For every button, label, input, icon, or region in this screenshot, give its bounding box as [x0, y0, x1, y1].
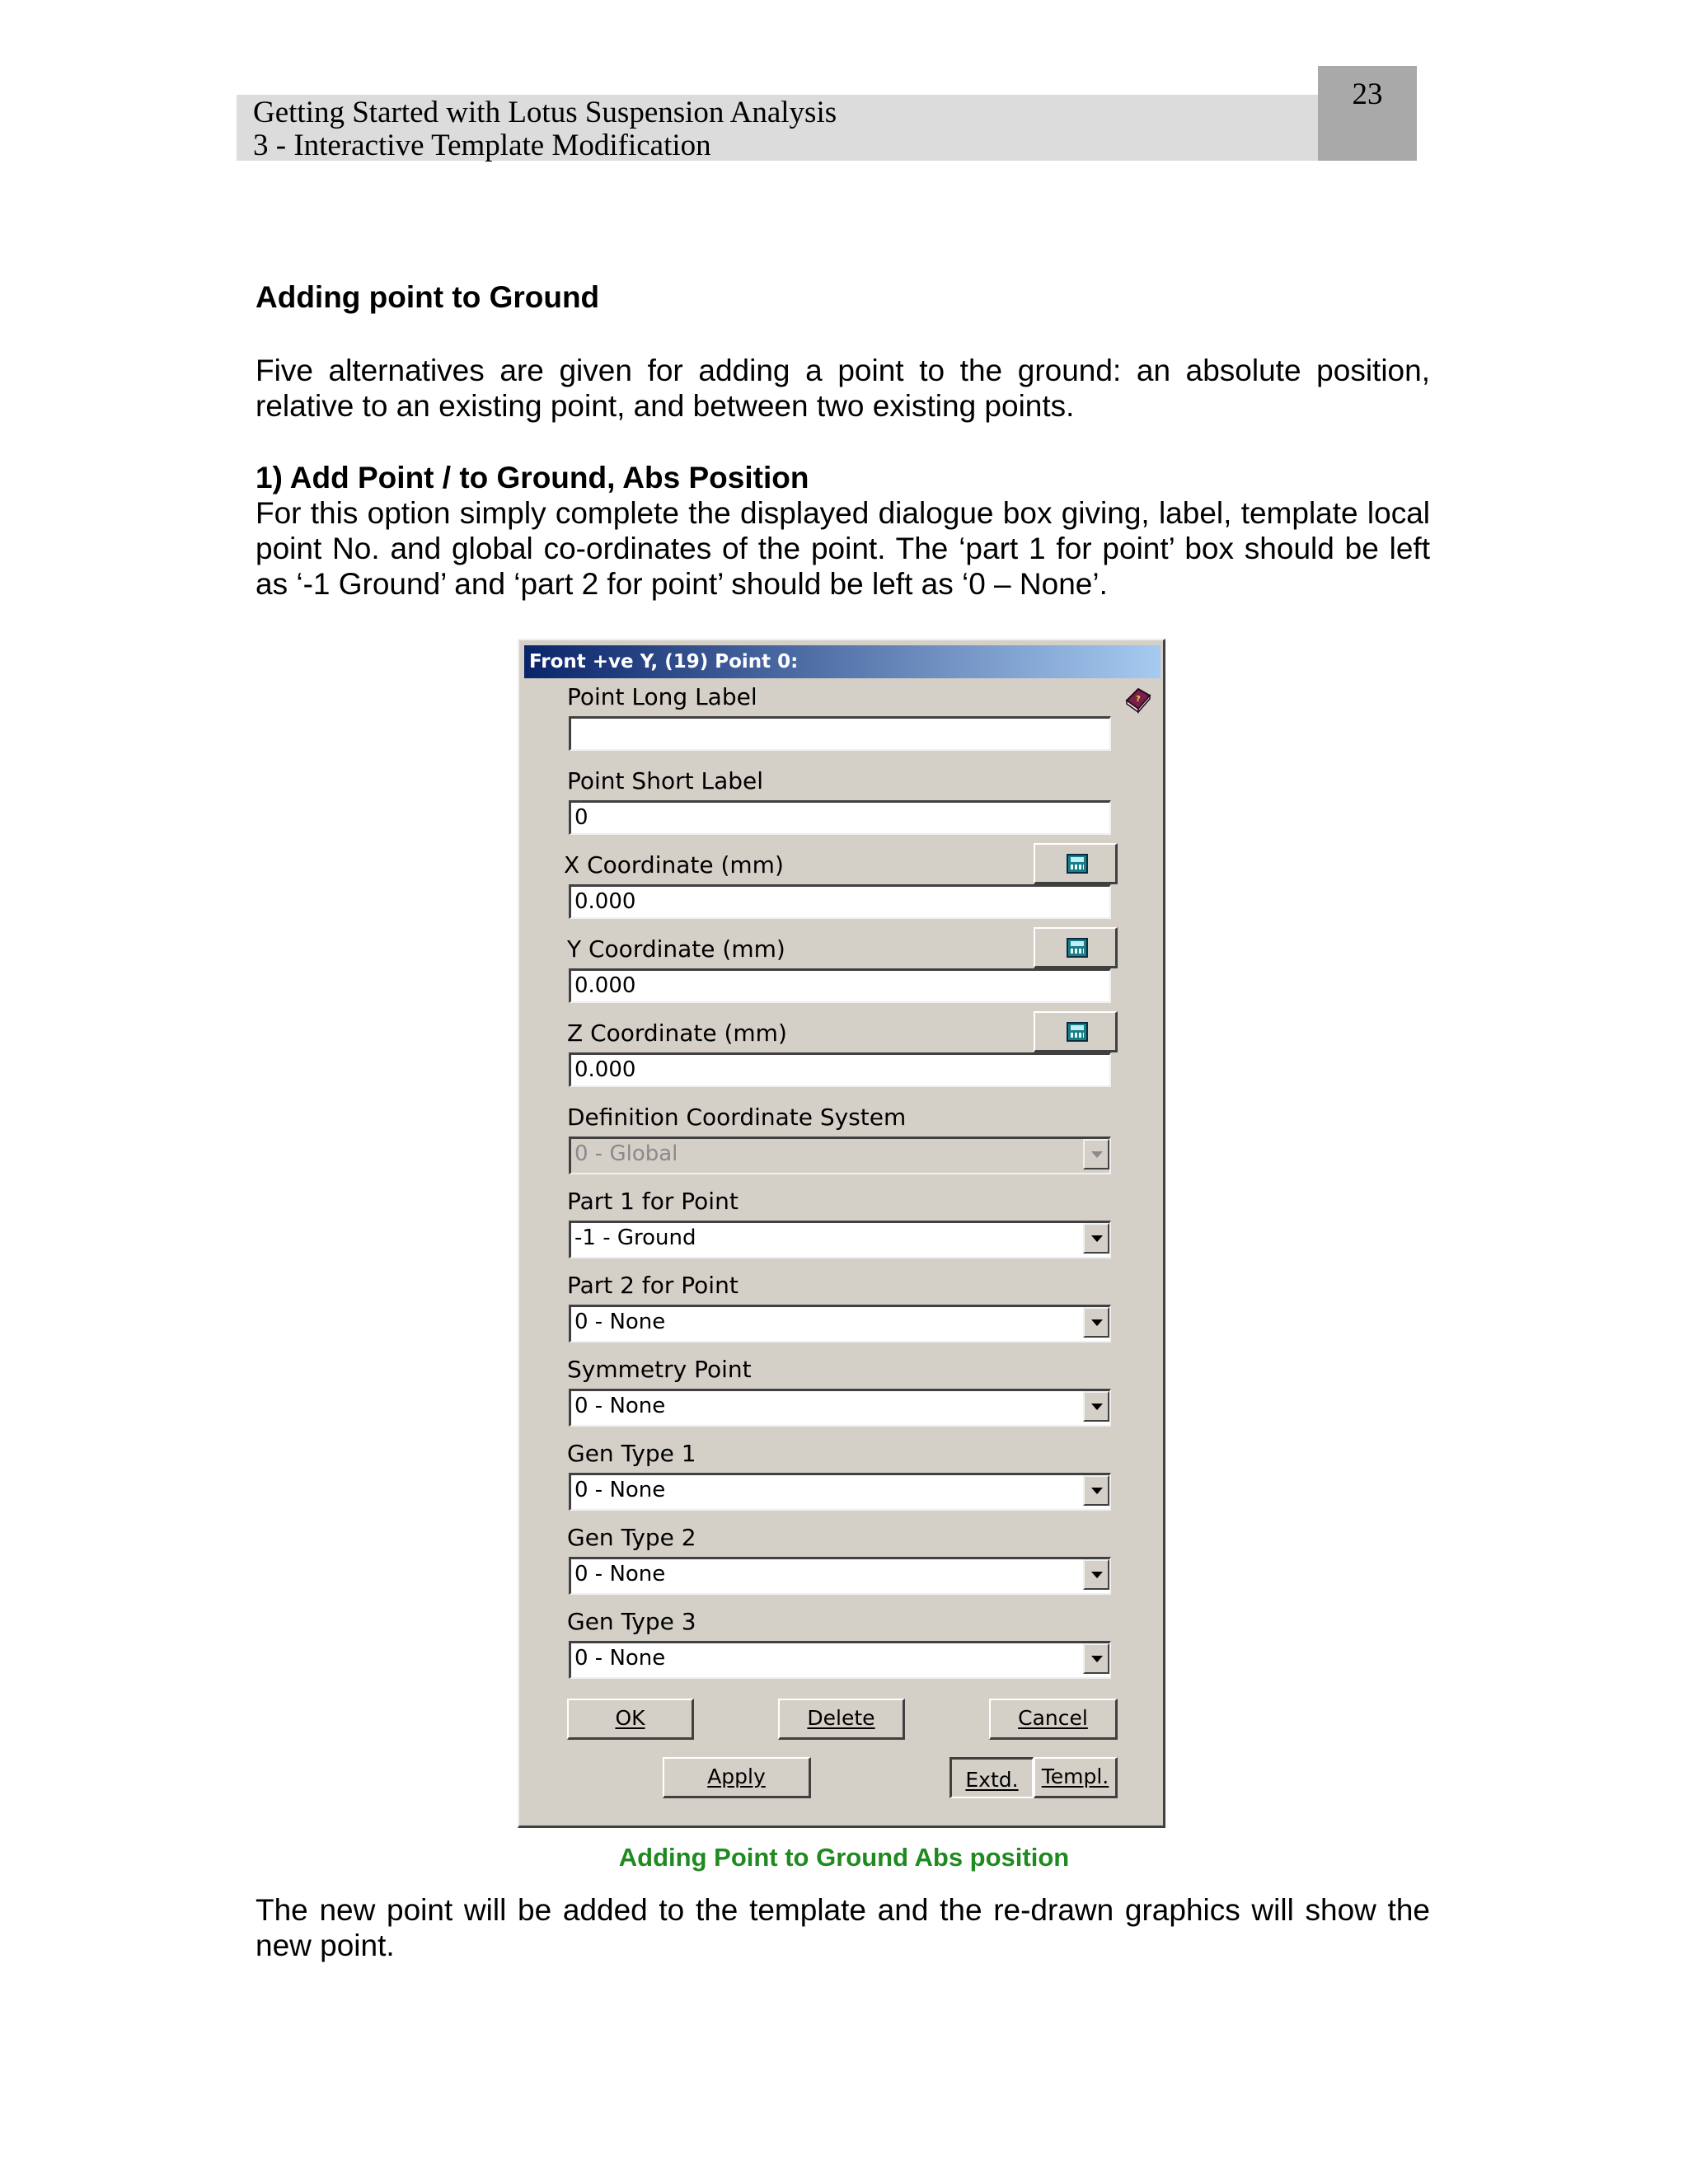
- calculator-icon: [1067, 854, 1088, 874]
- y-coordinate-label: Y Coordinate (mm): [567, 935, 785, 963]
- part2-label: Part 2 for Point: [567, 1272, 738, 1299]
- long-label-label: Point Long Label: [567, 683, 757, 710]
- z-calculator-button[interactable]: [1034, 1011, 1118, 1052]
- short-label-input[interactable]: 0: [569, 800, 1111, 835]
- symmetry-select[interactable]: [569, 1389, 1111, 1427]
- short-label-label: Point Short Label: [567, 767, 763, 794]
- page-header: [237, 95, 1318, 161]
- figure-caption: Adding Point to Ground Abs position: [618, 1843, 1070, 1872]
- delete-button[interactable]: Delete: [778, 1699, 905, 1740]
- calculator-icon: [1067, 938, 1088, 958]
- chevron-down-icon[interactable]: [1083, 1643, 1109, 1674]
- y-calculator-button[interactable]: [1034, 927, 1118, 968]
- chevron-down-icon[interactable]: [1083, 1475, 1109, 1506]
- page-number: 23: [1318, 66, 1417, 161]
- part1-value: -1 - Ground: [574, 1226, 696, 1250]
- x-calculator-button[interactable]: [1034, 843, 1118, 884]
- gen-type1-label: Gen Type 1: [567, 1440, 696, 1467]
- chevron-down-icon[interactable]: [1083, 1223, 1109, 1254]
- symmetry-label: Symmetry Point: [567, 1356, 752, 1383]
- y-coordinate-input[interactable]: 0.000: [569, 968, 1111, 1003]
- section-heading: Adding point to Ground: [256, 280, 600, 314]
- z-coordinate-label: Z Coordinate (mm): [567, 1019, 787, 1047]
- apply-button[interactable]: Apply: [663, 1757, 811, 1798]
- subsection-body: For this option simply complete the displayed dialogue box giving, label, template local point No. and global co-ordinates of the point. The ‘part 1 for point’ box should be left as ‘-1 Ground’ and ‘part 2 for point’ should be left as ‘0 – None’.: [256, 496, 1430, 601]
- extd-button[interactable]: Extd.: [950, 1757, 1034, 1798]
- intro-paragraph: Five alternatives are given for adding a point to the ground: an absolute position, relative to an existing point, and between two existing points.: [256, 354, 1430, 423]
- gen-type2-value: 0 - None: [574, 1562, 666, 1586]
- part2-value: 0 - None: [574, 1310, 666, 1334]
- cancel-button[interactable]: Cancel: [989, 1699, 1118, 1740]
- chevron-down-icon[interactable]: [1083, 1307, 1109, 1338]
- part1-label: Part 1 for Point: [567, 1188, 738, 1215]
- gen-type1-select[interactable]: [569, 1473, 1111, 1511]
- gen-type2-select[interactable]: [569, 1557, 1111, 1595]
- def-coord-system-value: 0 - Global: [574, 1141, 678, 1166]
- point-dialog: [518, 639, 1165, 1828]
- long-label-input[interactable]: [569, 716, 1111, 751]
- part1-select[interactable]: [569, 1221, 1111, 1258]
- dialog-titlebar[interactable]: Front +ve Y, (19) Point 0:: [524, 645, 1160, 678]
- part2-select[interactable]: [569, 1305, 1111, 1343]
- def-coord-system-select: [569, 1137, 1111, 1174]
- closing-paragraph: The new point will be added to the template and the re-drawn graphics will show the new point.: [256, 1893, 1430, 1962]
- chevron-down-icon[interactable]: [1083, 1559, 1109, 1590]
- x-coordinate-label: X Coordinate (mm): [564, 851, 784, 879]
- chevron-down-icon: [1083, 1139, 1109, 1169]
- gen-type1-value: 0 - None: [574, 1478, 666, 1502]
- header-title: Getting Started with Lotus Suspension Analysis: [253, 96, 837, 129]
- svg-text:?: ?: [1136, 695, 1141, 704]
- gen-type2-label: Gen Type 2: [567, 1524, 696, 1551]
- calculator-icon: [1067, 1022, 1088, 1042]
- chevron-down-icon[interactable]: [1083, 1391, 1109, 1422]
- gen-type3-select[interactable]: [569, 1641, 1111, 1679]
- header-subtitle: 3 - Interactive Template Modification: [253, 129, 711, 162]
- templ-button[interactable]: Templ.: [1034, 1757, 1118, 1798]
- def-coord-system-label: Definition Coordinate System: [567, 1104, 907, 1131]
- symmetry-value: 0 - None: [574, 1394, 666, 1418]
- gen-type3-label: Gen Type 3: [567, 1608, 696, 1635]
- z-coordinate-input[interactable]: 0.000: [569, 1052, 1111, 1087]
- book-icon[interactable]: [1123, 684, 1153, 714]
- gen-type3-value: 0 - None: [574, 1646, 666, 1671]
- ok-button[interactable]: OK: [567, 1699, 694, 1740]
- subsection-heading: 1) Add Point / to Ground, Abs Position: [256, 461, 809, 494]
- x-coordinate-input[interactable]: 0.000: [569, 884, 1111, 919]
